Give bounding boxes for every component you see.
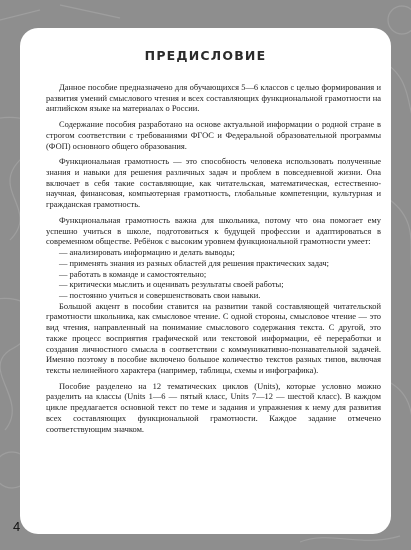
paragraph-purpose: Данное пособие предназначено для обучающихся 5—6 классов с целью формирования и развития умений смыслового чтения и всех составляющих функциональной грамотности на английском языке на материалах о России. bbox=[46, 82, 381, 114]
list-item: — постоянно учиться и совершенствовать свои навыки. bbox=[59, 289, 261, 300]
paragraph-semantic-reading: Большой акцент в пособии ставится на развитии такой составляющей читательской грамотности школьника, как смысловое чтение. С одной стороны, смысловое чтение — это вид чтения, направленный на понимание смыслового содержания текста. С другой, это также процесс восприятия графической или текстовой информации, её переработки и создания личностного смысла в соответствии с коммуникативно-познавательной задачей. Именно поэтому в пособие включено большое количество текстов разных типов, включая тексты нелинейного характера (например, таблицы, схемы и инфографика). bbox=[46, 300, 381, 375]
paragraph-importance: Функциональная грамотность важна для школьника, потому что она помогает ему успешно учиться в школе, подготовиться к будущей профессии и адаптироваться в современном обществе. Ребёнок с высоким уровнем функциональной грамотности умеет: bbox=[46, 214, 381, 247]
list-item: — критически мыслить и оценивать результаты своей работы; bbox=[59, 279, 284, 290]
paragraph-functional-literacy: Функциональная грамотность — это способность человека использовать полученные знания и навыки для решения различных задач и проблем в повседневной жизни. Она включает в себя такие составляющие, как читательская, математическая, естественно-научная, финансовая, компьютерная грамотность, глобальные компетенции, культурная и гражданская грамотность. bbox=[46, 156, 381, 210]
paragraph-structure: Пособие разделено на 12 тематических циклов (Units), которые условно можно разделить на классы (Units 1—6 — пятый класс, Units 7—12 — шестой класс). В каждом цикле предлагается основной текст по теме и задания и упражнения к нему для развития всех составляющих функциональной грамотности. Каждое задание отмечено соответствующим значком. bbox=[46, 380, 381, 434]
list-item: — работать в команде и самостоятельно; bbox=[59, 268, 207, 279]
paragraph-content: Содержание пособия разработано на основе актуальной информации о родной стране в строгом соответствии с требованиями ФГОС и Федеральной образовательной программы (ФОП) основного общего образования. bbox=[46, 119, 381, 151]
list-item: — анализировать информацию и делать выводы; bbox=[59, 247, 235, 258]
preface-body bbox=[46, 82, 381, 434]
page-number: 4 bbox=[13, 519, 21, 534]
page-title: ПРЕДИСЛОВИЕ bbox=[144, 48, 267, 63]
list-item: — применять знания из разных областей для решения практических задач; bbox=[59, 257, 330, 268]
